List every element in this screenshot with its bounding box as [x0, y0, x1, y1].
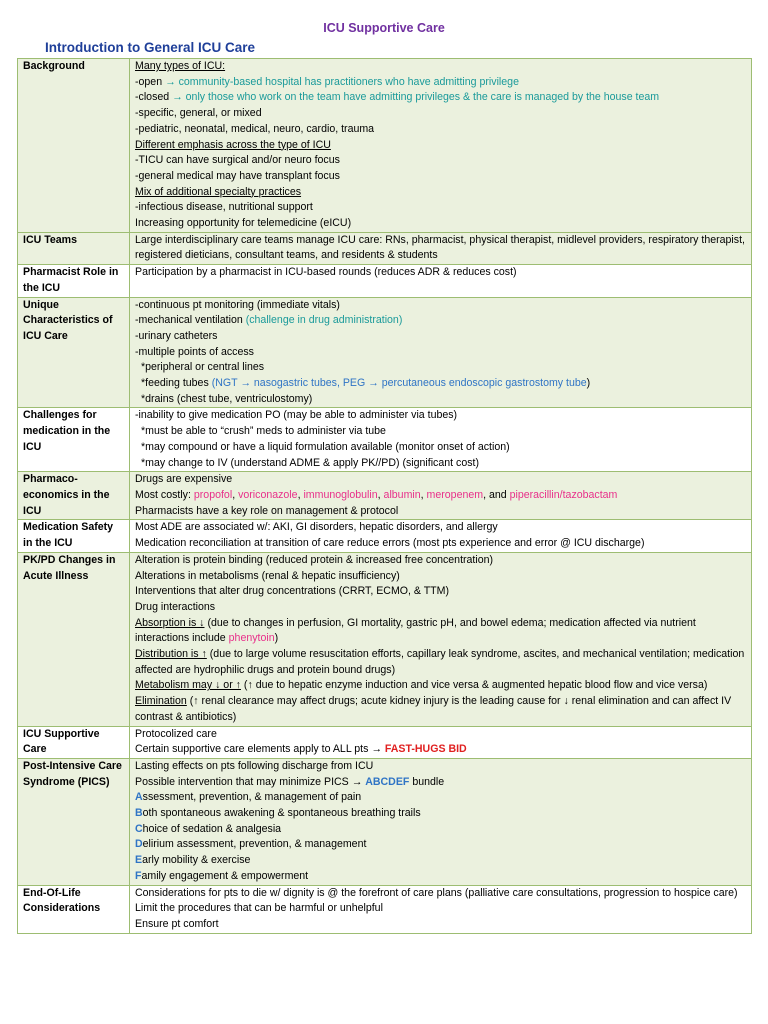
- pharmacoeconomics-line: Drugs are expensive: [135, 473, 233, 486]
- background-line: -TICU can have surgical and/or neuro focus: [135, 154, 340, 167]
- eol-line: Limit the procedures that can be harmful or unhelpful: [135, 902, 383, 915]
- row-background: [18, 59, 752, 233]
- supportive-line: Protocolized care: [135, 727, 217, 740]
- pics-item-letter: D: [135, 838, 143, 851]
- pics-item: [135, 869, 747, 885]
- detail-pharmacoeconomics: [130, 472, 752, 520]
- ngt-arrow-icon: →: [240, 377, 251, 390]
- topic-pkpd: PK/PD Changes in Acute Illness: [18, 552, 130, 726]
- unique-line: -urinary catheters: [135, 329, 218, 342]
- document-title: ICU Supportive Care: [323, 21, 445, 35]
- detail-background: [130, 59, 752, 233]
- section-heading: Introduction to General ICU Care: [45, 40, 256, 55]
- challenges-line: *may change to IV (understand ADME & apply PK//PD) (significant cost): [141, 456, 479, 469]
- detail-teams: Large interdisciplinary care teams manage ICU care: RNs, pharmacist, physical therapist, midlevel providers, respiratory therapist, registered dieticians, consultant teams, and residents & students: [130, 232, 752, 264]
- background-line: -specific, general, or mixed: [135, 107, 262, 120]
- safety-line: Most ADE are associated w/: AKI, GI disorders, hepatic disorders, and allergy: [135, 521, 498, 534]
- unique-ventilation-line: [135, 313, 747, 329]
- drug-name: albumin: [383, 488, 421, 501]
- pics-item-text: hoice of sedation & analgesia: [142, 822, 282, 835]
- absorption-label: Absorption is ↓: [135, 616, 205, 629]
- peg-abbrev: PEG: [342, 377, 366, 390]
- distribution-text: (due to large volume resuscitation efforts, capillary leak syndrome, ascites, and mechanical ventilation; medication affected are hydrophilic drugs and protein bound drugs): [135, 648, 745, 676]
- challenges-line: *may compound or have a liquid formulation available (monitor onset of action): [141, 440, 510, 453]
- drug-name: voriconazole: [238, 488, 298, 501]
- pics-item-letter: A: [135, 791, 143, 804]
- pics-line: Lasting effects on pts following discharge from ICU: [135, 759, 374, 772]
- unique-line: *peripheral or central lines: [141, 361, 265, 374]
- peg-text: percutaneous endoscopic gastrostomy tube: [381, 377, 587, 390]
- row-safety: [18, 520, 752, 552]
- pics-item-letter: E: [135, 854, 143, 867]
- background-types-heading: Many types of ICU:: [135, 60, 226, 72]
- pkpd-line: Alterations in metabolisms (renal & hepatic insufficiency): [135, 569, 400, 582]
- ngt-abbrev: NGT: [215, 377, 238, 390]
- eol-line: Ensure pt comfort: [135, 917, 219, 930]
- pics-item-letter: F: [135, 869, 142, 882]
- background-line: -pediatric, neonatal, medical, neuro, cardio, trauma: [135, 122, 375, 135]
- absorption-line: [135, 616, 747, 647]
- background-closed-line: [135, 90, 747, 106]
- and-word: and: [488, 488, 507, 501]
- pics-item-letter: C: [135, 822, 143, 835]
- safety-line: Medication reconciliation at transition of care reduce errors (most pts experience and error @ ICU discharge): [135, 537, 645, 550]
- pkpd-line: Drug interactions: [135, 600, 216, 613]
- eol-line: Considerations for pts to die w/ dignity is @ the forefront of care plans (palliative care consultations, progression to hospice care): [135, 886, 738, 899]
- unique-line: -continuous pt monitoring (immediate vitals): [135, 298, 340, 311]
- row-teams: [18, 232, 752, 264]
- background-mix-heading: Mix of additional specialty practices: [135, 185, 302, 198]
- pics-item: [135, 853, 747, 869]
- apply-text: Certain supportive care elements apply to ALL pts: [135, 743, 369, 756]
- topic-pics: Post-Intensive Care Syndrome (PICS): [18, 758, 130, 885]
- pkpd-line: Interventions that alter drug concentrations (CRRT, ECMO, & TTM): [135, 585, 450, 598]
- topic-teams: ICU Teams: [18, 232, 130, 264]
- row-pics: [18, 758, 752, 885]
- feeding-open: (: [211, 377, 216, 390]
- elimination-text: (↑ renal clearance may affect drugs; acute kidney injury is the leading cause for ↓ renal elimination and can affect IV contrast & antibiotics): [135, 695, 732, 723]
- topic-supportive: ICU Supportive Care: [18, 726, 130, 758]
- distribution-line: [135, 647, 747, 678]
- closed-arrow-icon: →: [172, 91, 183, 104]
- closed-text: only those who work on the team have admitting privileges & the care is managed by the house team: [185, 91, 660, 104]
- ventilation-note: (challenge in drug administration): [245, 314, 403, 327]
- topic-unique: Unique Characteristics of ICU Care: [18, 297, 130, 408]
- row-eol: [18, 885, 752, 933]
- pics-intervention-line: [135, 775, 747, 791]
- topic-pharmacoeconomics: Pharmaco-economics in the ICU: [18, 472, 130, 520]
- pics-item-text: ssessment, prevention, & management of pain: [142, 791, 362, 804]
- metabolism-text: (↑ due to hepatic enzyme induction and vice versa & augmented hepatic blood flow and vice versa): [243, 679, 708, 692]
- row-challenges: [18, 408, 752, 472]
- row-pharmacoeconomics: [18, 472, 752, 520]
- detail-safety: [130, 520, 752, 552]
- row-pharmacist: [18, 265, 752, 297]
- apply-arrow-icon: →: [371, 743, 382, 756]
- supportive-apply-line: [135, 742, 747, 758]
- elimination-line: [135, 694, 747, 725]
- drug-name: meropenem: [426, 488, 484, 501]
- metabolism-label: Metabolism may ↓ or ↑: [135, 679, 241, 692]
- elimination-label: Elimination: [135, 695, 187, 708]
- background-emphasis-heading: Different emphasis across the type of ICU: [135, 138, 331, 151]
- row-supportive: [18, 726, 752, 758]
- pharmacoeconomics-line: Pharmacists have a key role on management & protocol: [135, 504, 399, 517]
- intervention-text: Possible intervention that may minimize PICS: [135, 775, 349, 788]
- pics-item: [135, 837, 747, 853]
- phenytoin: phenytoin: [228, 632, 275, 645]
- drug-name: immunoglobulin: [303, 488, 378, 501]
- drug-name: propofol: [193, 488, 233, 501]
- detail-supportive: [130, 726, 752, 758]
- distribution-label: Distribution is ↑: [135, 648, 207, 661]
- unique-line: -multiple points of access: [135, 345, 254, 358]
- close-paren: ): [274, 632, 279, 645]
- peg-arrow-icon: →: [368, 377, 379, 390]
- pics-item-text: amily engagement & empowerment: [141, 869, 309, 882]
- challenges-line: -inability to give medication PO (may be able to administer via tubes): [135, 409, 458, 422]
- ngt-text: nasogastric tubes,: [253, 377, 340, 390]
- topic-background: Background: [18, 59, 130, 233]
- absorption-text: (due to changes in perfusion, GI mortality, gastric pH, and bowel edema; medication affected via nutrient interactions include: [135, 616, 696, 645]
- background-open-line: [135, 75, 747, 91]
- open-arrow-icon: →: [165, 75, 176, 88]
- pics-item-text: elirium assessment, prevention, & management: [142, 838, 367, 851]
- detail-pkpd: [130, 552, 752, 726]
- row-unique: [18, 297, 752, 408]
- bundle-word: bundle: [412, 775, 445, 788]
- closed-label: -closed: [135, 91, 170, 104]
- metabolism-line: [135, 678, 747, 694]
- detail-eol: [130, 885, 752, 933]
- feeding-close: ): [586, 377, 591, 390]
- unique-feeding-line: [135, 376, 747, 392]
- topic-challenges: Challenges for medication in the ICU: [18, 408, 130, 472]
- open-text: community-based hospital has practitioners who have admitting privilege: [178, 75, 519, 88]
- pics-item: [135, 806, 747, 822]
- unique-line: *drains (chest tube, ventriculostomy): [141, 392, 313, 405]
- detail-pics: [130, 758, 752, 885]
- pics-item: [135, 790, 747, 806]
- background-line: -general medical may have transplant focus: [135, 169, 340, 182]
- pics-item-text: oth spontaneous awakening & spontaneous breathing trails: [142, 807, 421, 820]
- fast-hugs: FAST-HUGS BID: [384, 743, 467, 756]
- costly-drugs-line: Most costly: propofol, voriconazole, immunoglobulin, albumin, meropenem, and piperacillin/tazobactam: [135, 488, 618, 501]
- detail-unique: [130, 297, 752, 408]
- row-pkpd: [18, 552, 752, 726]
- drug-name: piperacillin/tazobactam: [509, 488, 618, 501]
- pics-item-letter: B: [135, 807, 143, 820]
- pkpd-line: Alteration is protein binding (reduced protein & increased free concentration): [135, 553, 494, 566]
- challenges-line: *must be able to “crush” meds to administer via tube: [141, 425, 386, 438]
- abcdef: ABCDEF: [365, 775, 410, 788]
- notes-table: [17, 58, 752, 934]
- pics-arrow-icon: →: [351, 775, 363, 788]
- background-line: -infectious disease, nutritional support: [135, 201, 313, 214]
- costly-label: Most costly:: [135, 488, 191, 501]
- detail-challenges: [130, 408, 752, 472]
- topic-safety: Medication Safety in the ICU: [18, 520, 130, 552]
- pics-item: [135, 822, 747, 838]
- open-label: -open: [135, 75, 163, 88]
- background-line: Increasing opportunity for telemedicine (eICU): [135, 217, 352, 230]
- pics-item-text: arly mobility & exercise: [142, 854, 251, 867]
- topic-eol: End-Of-Life Considerations: [18, 885, 130, 933]
- ventilation-label: -mechanical ventilation: [135, 314, 243, 327]
- topic-pharmacist: Pharmacist Role in the ICU: [18, 265, 130, 297]
- detail-pharmacist: Participation by a pharmacist in ICU-based rounds (reduces ADR & reduces cost): [130, 265, 752, 297]
- feeding-label: *feeding tubes: [141, 377, 209, 390]
